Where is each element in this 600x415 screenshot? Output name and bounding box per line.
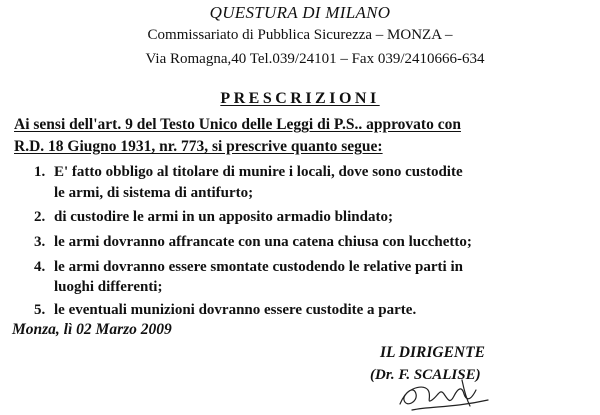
office-heading: QUESTURA DI MILANO xyxy=(209,3,391,22)
item-text: di custodire le armi in un apposito armadio blindato; xyxy=(54,209,393,225)
signatory-name: (Dr. F. SCALISE) xyxy=(370,367,481,383)
item-text: E' fatto obbligo al titolare di munire i locali, dove sono custodite xyxy=(54,164,463,180)
item-number: 4. xyxy=(34,259,46,275)
list-item-2 xyxy=(34,209,594,226)
place-and-date: Monza, lì 02 Marzo 2009 xyxy=(12,321,172,338)
intro-line-1: Ai sensi dell'art. 9 del Testo Unico delle Leggi di P.S.. approvato con xyxy=(14,116,461,133)
list-item-4-continuation: luoghi differenti; xyxy=(54,279,163,295)
item-number: 3. xyxy=(34,234,46,250)
list-item-1-continuation: le armi, di sistema di antifurto; xyxy=(54,185,254,201)
item-number: 5. xyxy=(34,302,46,318)
commissariato-line: Commissariato di Pubblica Sicurezza – MONZA – xyxy=(147,27,453,43)
signatory-role: IL DIRIGENTE xyxy=(380,344,485,361)
handwritten-signature-icon xyxy=(392,360,492,415)
intro-line-2: R.D. 18 Giugno 1931, nr. 773, si prescrive quanto segue: xyxy=(14,138,383,155)
item-number: 2. xyxy=(34,209,46,225)
list-item-1 xyxy=(34,164,594,181)
document-title: PRESCRIZIONI xyxy=(220,90,380,107)
item-text: le eventuali munizioni dovranno essere custodite a parte. xyxy=(54,302,417,318)
address-line: Via Romagna,40 Tel.039/24101 – Fax 039/2410666-634 xyxy=(145,51,485,67)
list-item-5 xyxy=(34,302,594,319)
item-text: le armi dovranno affrancate con una catena chiusa con lucchetto; xyxy=(54,234,472,250)
item-number: 1. xyxy=(34,164,46,180)
item-text: le armi dovranno essere smontate custodendo le relative parti in xyxy=(54,259,463,275)
list-item-4 xyxy=(34,259,594,276)
list-item-3 xyxy=(34,234,594,251)
